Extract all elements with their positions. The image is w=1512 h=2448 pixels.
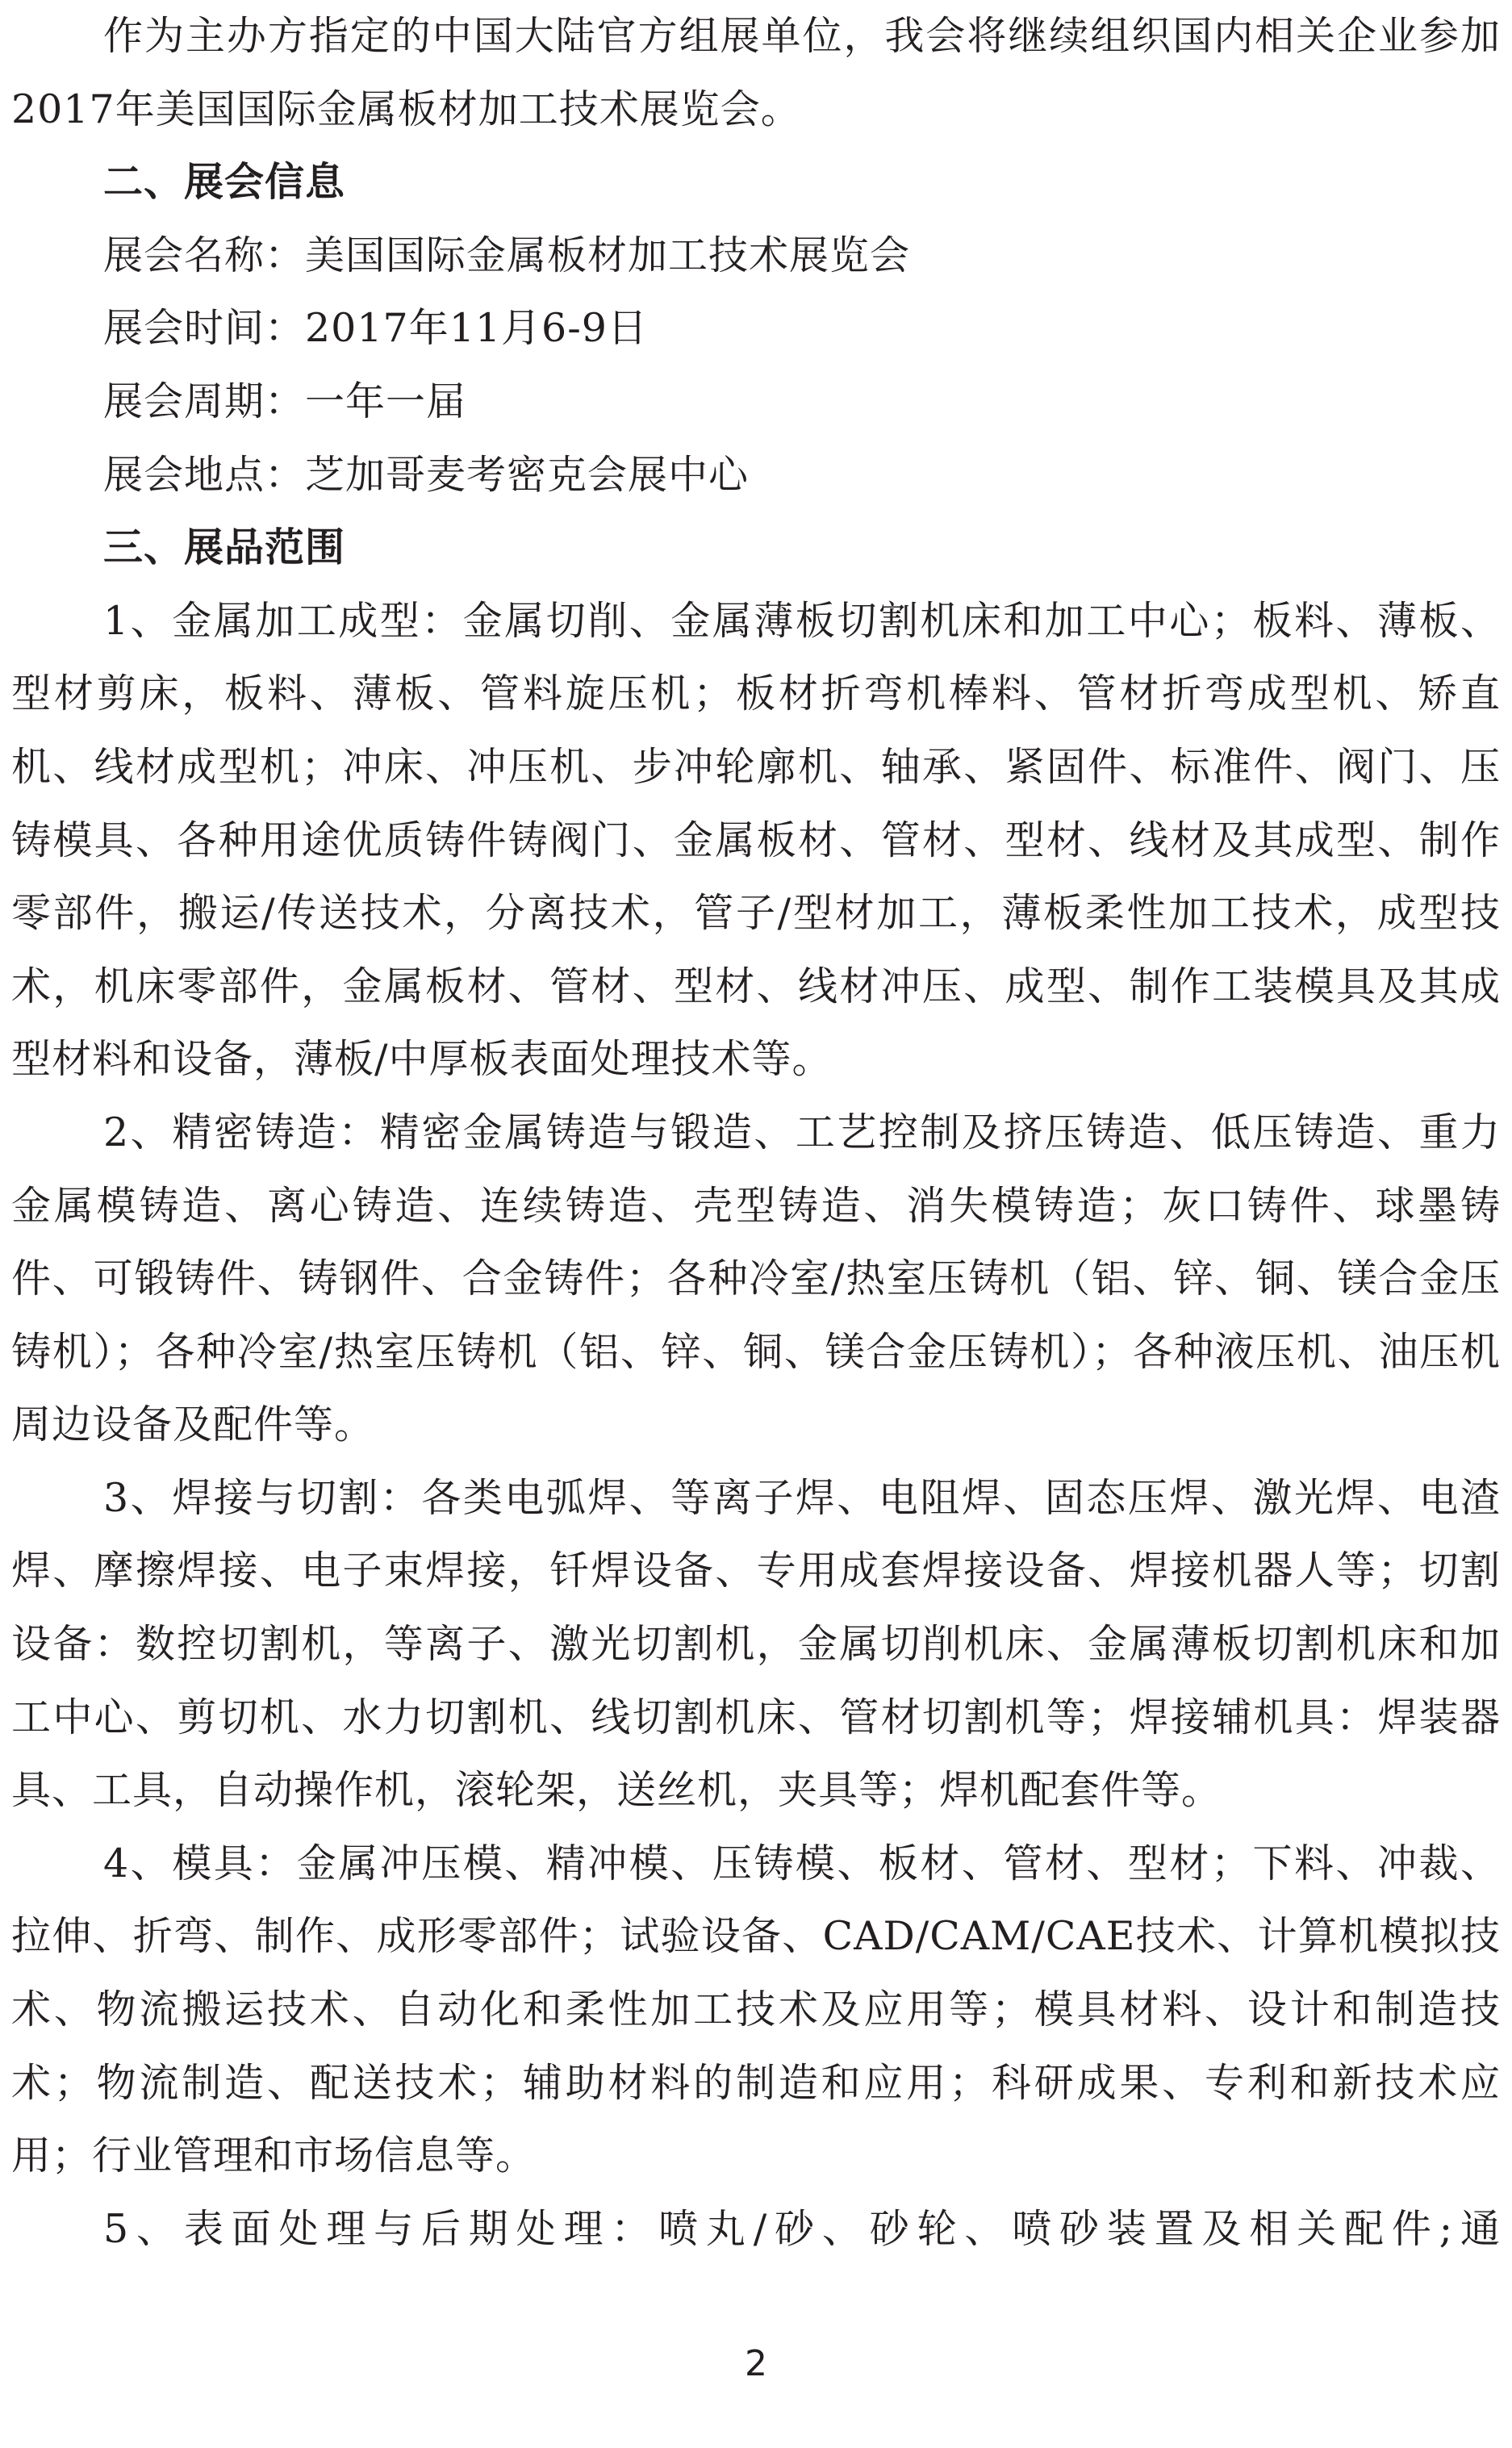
intro-paragraph: 作为主办方指定的中国大陆官方组展单位，我会将继续组织国内相关企业参加2017年美国国际金属板材加工技术展览会。 (11, 13, 1501, 132)
info-line-exhibition-cycle: 展会周期：一年一届 (103, 378, 467, 424)
section-heading-exhibit-scope: 三、展品范围 (103, 524, 346, 571)
scope-item-precision-casting: 2、精密铸造：精密金属铸造与锻造、工艺控制及挤压铸造、低压铸造、重力金属模铸造、离心铸造、连续铸造、壳型铸造、消失模铸造；灰口铸件、球墨铸件、可锻铸件、铸钢件、合金铸件；各种冷室/热室压铸机（铝、锌、铜、镁合金压铸机）；各种冷室/热室压铸机（铝、锌、铜、镁合金压铸机）；各种液压机、油压机周边设备及配件等。 (11, 1109, 1501, 1448)
page-number: 2 (745, 2343, 767, 2384)
info-line-exhibition-venue: 展会地点：芝加哥麦考密克会展中心 (103, 451, 750, 498)
info-line-exhibition-name: 展会名称：美国国际金属板材加工技术展览会 (103, 232, 911, 278)
scope-item-welding-cutting: 3、焊接与切割：各类电弧焊、等离子焊、电阻焊、固态压焊、激光焊、电渣焊、摩擦焊接、电子束焊接，钎焊设备、专用成套焊接设备、焊接机器人等；切割设备：数控切割机，等离子、激光切割机，金属切削机床、金属薄板切割机床和加工中心、剪切机、水力切割机、线切割机床、管材切割机等；焊接辅机具：焊装器具、工具，自动操作机，滚轮架，送丝机，夹具等；焊机配套件等。 (11, 1474, 1501, 1814)
scope-item-metal-forming: 1、金属加工成型：金属切削、金属薄板切割机床和加工中心；板料、薄板、型材剪床，板料、薄板、管料旋压机；板材折弯机棒料、管材折弯成型机、矫直机、线材成型机；冲床、冲压机、步冲轮廓机、轴承、紧固件、标准件、阀门、压铸模具、各种用途优质铸件铸阀门、金属板材、管材、型材、线材及其成型、制作零部件，搬运/传送技术，分离技术，管子/型材加工，薄板柔性加工技术，成型技术，机床零部件，金属板材、管材、型材、线材冲压、成型、制作工装模具及其成型材料和设备，薄板/中厚板表面处理技术等。 (11, 597, 1501, 1083)
section-heading-exhibition-info: 二、展会信息 (103, 159, 346, 206)
scope-item-surface-treatment: 5、表面处理与后期处理：喷丸/砂、砂轮、喷砂装置及相关配件;通 (103, 2205, 1501, 2252)
scope-item-molds: 4、模具：金属冲压模、精冲模、压铸模、板材、管材、型材；下料、冲裁、拉伸、折弯、制作、成形零部件；试验设备、CAD/CAM/CAE技术、计算机模拟技术、物流搬运技术、自动化和柔性加工技术及应用等；模具材料、设计和制造技术；物流制造、配送技术；辅助材料的制造和应用；科研成果、专利和新技术应用；行业管理和市场信息等。 (11, 1840, 1501, 2179)
document-body (11, 0, 1501, 2266)
info-line-exhibition-time: 展会时间：2017年11月6-9日 (103, 305, 648, 352)
